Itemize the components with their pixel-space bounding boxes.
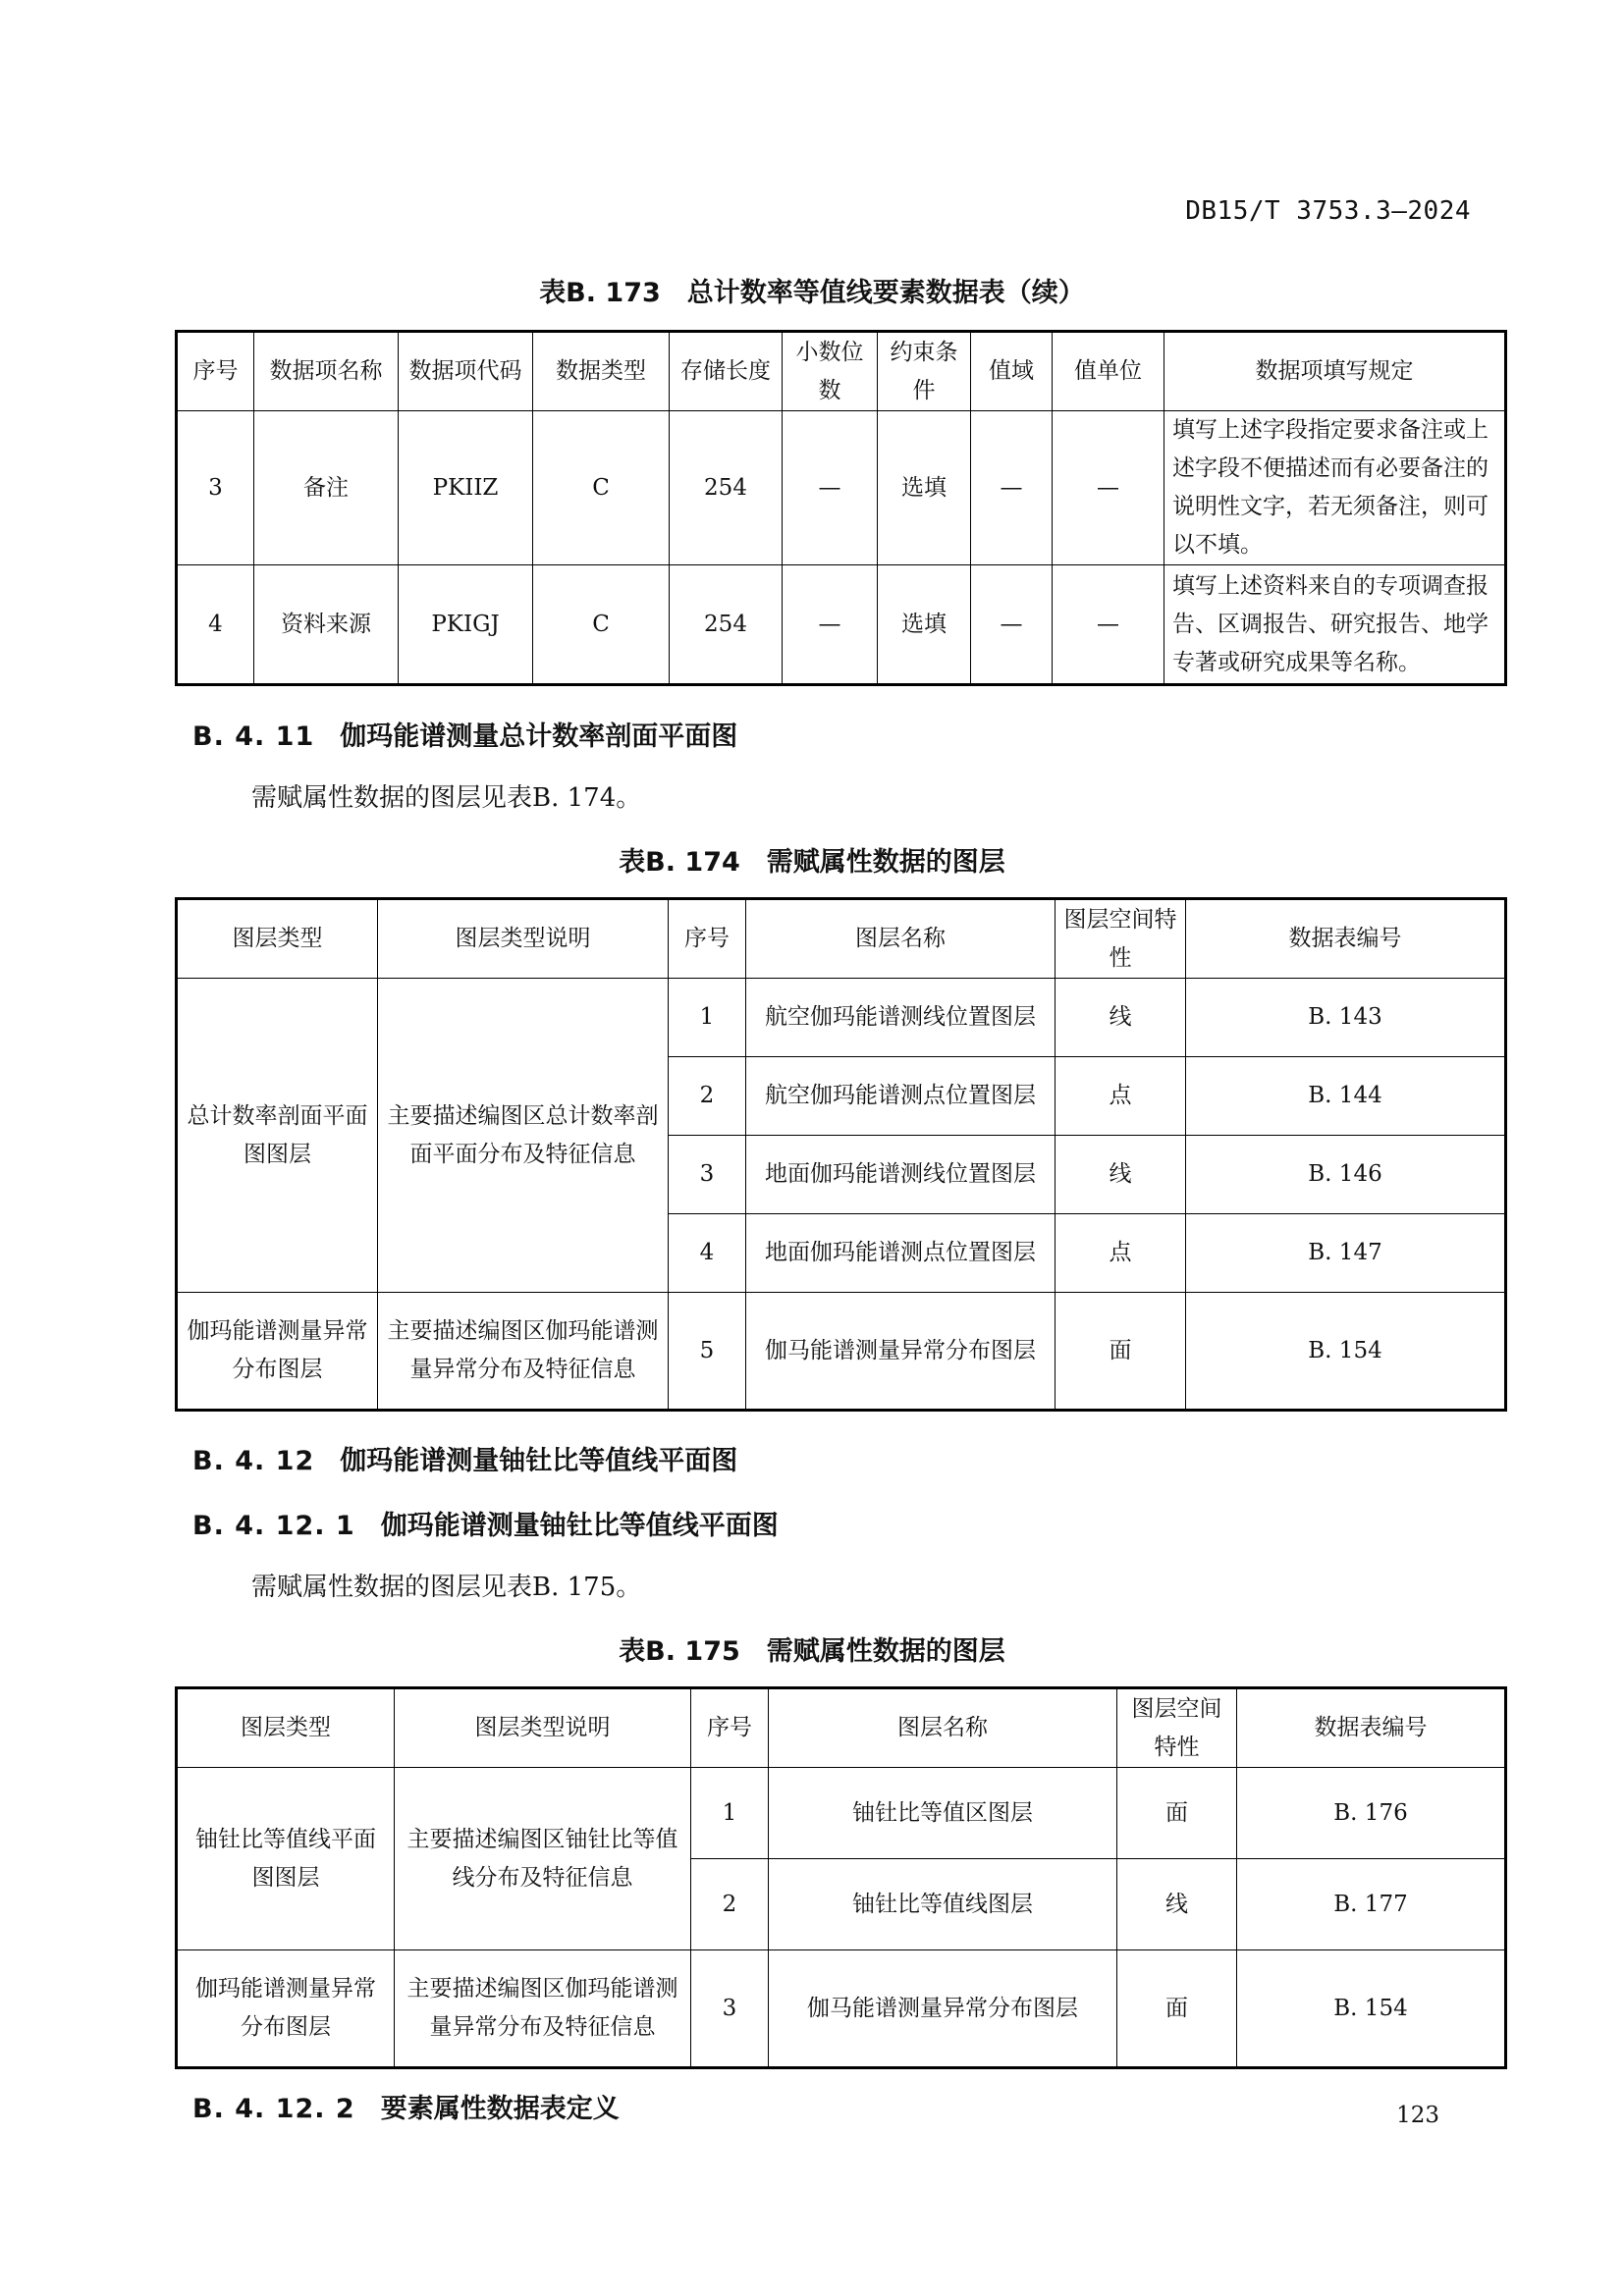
cell-type: C: [533, 411, 670, 565]
cell-code: PKIIZ: [399, 411, 533, 565]
cell-no: 3: [669, 1136, 746, 1214]
section-number: B. 4. 11: [192, 721, 315, 752]
col-header: 图层类型说明: [395, 1688, 691, 1768]
cell-code: PKIGJ: [399, 565, 533, 685]
table-b175-caption: 表B. 175 需赋属性数据的图层: [619, 1636, 1005, 1667]
cell-layer-name: 铀钍比等值线图层: [769, 1859, 1117, 1950]
cell-name: 备注: [254, 411, 399, 565]
cell-length: 254: [670, 411, 783, 565]
cell-spatial: 线: [1117, 1859, 1237, 1950]
col-header: 序号: [177, 332, 254, 411]
table-b173: [175, 330, 1507, 686]
col-header: 图层类型说明: [378, 899, 669, 979]
cell-rule: 填写上述资料来自的专项调查报告、区调报告、研究报告、地学专著或研究成果等名称。: [1164, 565, 1506, 685]
section-heading-b4-11: [192, 715, 737, 753]
paragraph: 需赋属性数据的图层见表B. 174。: [251, 783, 642, 813]
cell-no: 1: [669, 979, 746, 1057]
table-header-row: [177, 332, 1506, 411]
cell-layer-name: 铀钍比等值区图层: [769, 1768, 1117, 1859]
cell-name: 资料来源: [254, 565, 399, 685]
cell-layer-name: 伽马能谱测量异常分布图层: [746, 1293, 1056, 1411]
cell-layer-name: 航空伽玛能谱测点位置图层: [746, 1057, 1056, 1136]
cell-layer-name: 地面伽玛能谱测点位置图层: [746, 1214, 1056, 1293]
cell-decimals: —: [783, 565, 878, 685]
table-b174: [175, 897, 1507, 1412]
cell-layer-name: 航空伽玛能谱测线位置图层: [746, 979, 1056, 1057]
col-header: 数据类型: [533, 332, 670, 411]
cell-table-id: B. 143: [1186, 979, 1506, 1057]
cell-range: —: [971, 565, 1053, 685]
col-header: 数据表编号: [1186, 899, 1506, 979]
col-header: 图层空间特性: [1117, 1688, 1237, 1768]
cell-table-id: B. 154: [1237, 1950, 1506, 2068]
col-header: 图层类型: [177, 899, 378, 979]
cell-no: 4: [669, 1214, 746, 1293]
col-header: 图层空间特性: [1056, 899, 1186, 979]
cell-table-id: B. 176: [1237, 1768, 1506, 1859]
cell-table-id: B. 147: [1186, 1214, 1506, 1293]
col-header: 序号: [669, 899, 746, 979]
table-row: [177, 1950, 1506, 2068]
cell-table-id: B. 144: [1186, 1057, 1506, 1136]
table-header-row: [177, 899, 1506, 979]
cell-table-id: B. 177: [1237, 1859, 1506, 1950]
cell-layer-desc: 主要描述编图区总计数率剖面平面分布及特征信息: [378, 979, 669, 1293]
cell-no: 1: [691, 1768, 769, 1859]
col-header: 图层名称: [746, 899, 1056, 979]
cell-spatial: 线: [1056, 1136, 1186, 1214]
cell-spatial: 线: [1056, 979, 1186, 1057]
document-code: DB15/T 3753.3—2024: [1185, 196, 1471, 226]
cell-spatial: 面: [1117, 1950, 1237, 2068]
col-header: 序号: [691, 1688, 769, 1768]
cell-no: 3: [691, 1950, 769, 2068]
table-b174-caption: 表B. 174 需赋属性数据的图层: [619, 847, 1005, 878]
section-heading-b4-12-2: [192, 2087, 620, 2125]
cell-layer-desc: 主要描述编图区伽玛能谱测量异常分布及特征信息: [378, 1293, 669, 1411]
section-number: B. 4. 12: [192, 1446, 315, 1476]
col-header: 小数位数: [783, 332, 878, 411]
section-heading-b4-12: [192, 1439, 737, 1477]
table-b173-caption: 表B. 173 总计数率等值线要素数据表（续）: [539, 278, 1085, 308]
col-header: 值域: [971, 332, 1053, 411]
cell-type: C: [533, 565, 670, 685]
cell-constraint: 选填: [878, 565, 971, 685]
cell-layer-type: 总计数率剖面平面图图层: [177, 979, 378, 1293]
col-header: 数据项代码: [399, 332, 533, 411]
cell-unit: —: [1053, 411, 1164, 565]
cell-layer-desc: 主要描述编图区伽玛能谱测量异常分布及特征信息: [395, 1950, 691, 2068]
section-title: 伽玛能谱测量总计数率剖面平面图: [340, 721, 738, 752]
cell-constraint: 选填: [878, 411, 971, 565]
cell-table-id: B. 146: [1186, 1136, 1506, 1214]
col-header: 存储长度: [670, 332, 783, 411]
cell-length: 254: [670, 565, 783, 685]
cell-layer-type: 伽玛能谱测量异常分布图层: [177, 1950, 395, 2068]
table-header-row: [177, 1688, 1506, 1768]
cell-no: 2: [691, 1859, 769, 1950]
table-row: [177, 1768, 1506, 1859]
cell-spatial: 点: [1056, 1057, 1186, 1136]
table-row: [177, 1293, 1506, 1411]
section-title: 要素属性数据表定义: [380, 2094, 620, 2124]
section-title: 伽玛能谱测量铀钍比等值线平面图: [340, 1446, 738, 1476]
cell-range: —: [971, 411, 1053, 565]
cell-layer-name: 地面伽玛能谱测线位置图层: [746, 1136, 1056, 1214]
table-b175: [175, 1686, 1507, 2069]
cell-table-id: B. 154: [1186, 1293, 1506, 1411]
cell-layer-name: 伽马能谱测量异常分布图层: [769, 1950, 1117, 2068]
section-number: B. 4. 12. 2: [192, 2094, 355, 2124]
section-heading-b4-12-1: [192, 1504, 779, 1542]
col-header: 数据项名称: [254, 332, 399, 411]
paragraph: 需赋属性数据的图层见表B. 175。: [251, 1573, 642, 1602]
cell-spatial: 点: [1056, 1214, 1186, 1293]
cell-no: 5: [669, 1293, 746, 1411]
col-header: 图层类型: [177, 1688, 395, 1768]
cell-decimals: —: [783, 411, 878, 565]
col-header: 约束条件: [878, 332, 971, 411]
cell-no: 3: [177, 411, 254, 565]
page-number: 123: [1396, 2103, 1439, 2128]
section-title: 伽玛能谱测量铀钍比等值线平面图: [380, 1511, 779, 1541]
table-row: [177, 411, 1506, 565]
cell-no: 4: [177, 565, 254, 685]
col-header: 图层名称: [769, 1688, 1117, 1768]
cell-no: 2: [669, 1057, 746, 1136]
section-number: B. 4. 12. 1: [192, 1511, 355, 1541]
cell-layer-type: 铀钍比等值线平面图图层: [177, 1768, 395, 1950]
cell-spatial: 面: [1056, 1293, 1186, 1411]
table-row: [177, 979, 1506, 1057]
cell-spatial: 面: [1117, 1768, 1237, 1859]
cell-rule: 填写上述字段指定要求备注或上述字段不便描述而有必要备注的说明性文字，若无须备注，则可以不填。: [1164, 411, 1506, 565]
table-row: [177, 565, 1506, 685]
col-header: 数据项填写规定: [1164, 332, 1506, 411]
col-header: 值单位: [1053, 332, 1164, 411]
cell-layer-desc: 主要描述编图区铀钍比等值线分布及特征信息: [395, 1768, 691, 1950]
cell-layer-type: 伽玛能谱测量异常分布图层: [177, 1293, 378, 1411]
col-header: 数据表编号: [1237, 1688, 1506, 1768]
cell-unit: —: [1053, 565, 1164, 685]
